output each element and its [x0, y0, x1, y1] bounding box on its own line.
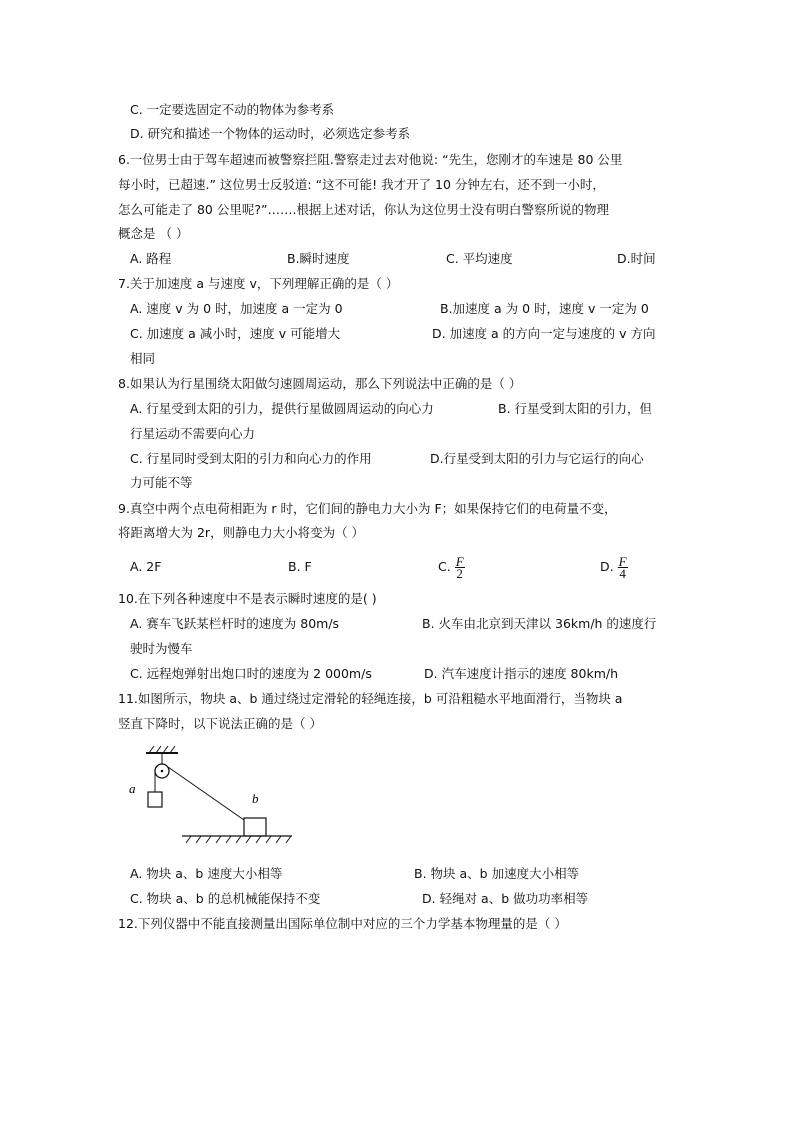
pulley-center [161, 770, 164, 773]
q9-option-c [438, 550, 465, 584]
q9-option-c-numerator: F [455, 554, 464, 569]
q7-option-b: B.加速度 a 为 0 时，速度 v 一定为 0 [440, 301, 649, 316]
q6-option-d: D.时间 [617, 251, 656, 266]
q6-option-b: B.瞬时速度 [287, 251, 350, 266]
q9-option-a: A. 2F [130, 559, 162, 574]
q7-option-a: A. 速度 v 为 0 时，加速度 a 一定为 0 [130, 301, 343, 316]
rope-to-b [168, 767, 244, 820]
q10-option-c: C. 远程炮弹射出炮口时的速度为 2 000m/s [130, 666, 372, 681]
q9-option-b: B. F [288, 559, 312, 574]
q8-option-a: A. 行星受到太阳的引力，提供行星做圆周运动的向心力 [130, 401, 434, 416]
q9-stem-line-2: 将距离增大为 2r，则静电力大小将变为（ ） [118, 525, 365, 540]
q9-option-c-label: C. [438, 559, 451, 574]
q9-option-d-numerator: F [618, 554, 627, 569]
q6-stem-line-2: 每小时，已超速.” 这位男士反驳道: “这不可能! 我才开了 10 分钟左右，还不到一小时， [118, 177, 605, 192]
q10-stem: 10.在下列各种速度中不是表示瞬时速度的是( ) [118, 591, 377, 606]
ceiling-hatching [149, 746, 175, 753]
q9-option-d [600, 550, 628, 584]
q12-stem: 12.下列仪器中不能直接测量出国际单位制中对应的三个力学基本物理量的是（ ） [118, 916, 567, 931]
q8-option-b-line-2: 行星运动不需要向心力 [130, 426, 256, 441]
q5-option-c: C. 一定要选固定不动的物体为参考系 [130, 102, 335, 117]
q8-option-c: C. 行星同时受到太阳的引力和向心力的作用 [130, 451, 372, 466]
q6-option-a: A. 路程 [130, 251, 172, 266]
pulley-diagram [120, 740, 300, 844]
q9-option-c-fraction [455, 556, 465, 579]
q9-stem-line-1: 9.真空中两个点电荷相距为 r 时，它们间的静电力大小为 F；如果保持它们的电荷量不变， [118, 501, 617, 516]
q6-stem-line-3: 怎么可能走了 80 公里呢?”…….根据上述对话，你认为这位男士没有明白警察所说的物理 [118, 202, 609, 217]
q7-option-d-line-1: D. 加速度 a 的方向一定与速度的 v 方向 [432, 326, 656, 341]
q5-option-d: D. 研究和描述一个物体的运动时，必须选定参考系 [130, 126, 411, 141]
q11-stem-line-2: 竖直下降时，以下说法正确的是（ ） [118, 716, 322, 731]
q10-option-b-line-1: B. 火车由北京到天津以 36km/h 的速度行 [422, 616, 657, 631]
block-b [244, 818, 266, 836]
q10-option-b-line-2: 驶时为慢车 [130, 641, 193, 656]
q7-stem: 7.关于加速度 a 与速度 v，下列理解正确的是（ ） [118, 276, 399, 291]
q11-stem-line-1: 11.如图所示，物块 a、b 通过绕过定滑轮的轻绳连接，b 可沿粗糙水平地面滑行，当物块 a [118, 691, 623, 706]
q11-option-a: A. 物块 a、b 速度大小相等 [130, 866, 283, 881]
q7-option-d-line-2: 相同 [130, 351, 156, 366]
q11-option-d: D. 轻绳对 a、b 做功功率相等 [422, 891, 589, 906]
q9-option-c-denominator: 2 [456, 566, 463, 581]
q8-option-d-line-1: D.行星受到太阳的引力与它运行的向心 [430, 451, 644, 466]
q10-option-a: A. 赛车飞跃某栏杆时的速度为 80m/s [130, 616, 340, 631]
block-a [148, 792, 162, 807]
q11-option-c: C. 物块 a、b 的总机械能保持不变 [130, 891, 321, 906]
label-a: a [129, 781, 136, 796]
q11-option-b: B. 物块 a、b 加速度大小相等 [414, 866, 580, 881]
q8-stem: 8.如果认为行星围绕太阳做匀速圆周运动，那么下列说法中正确的是（ ） [118, 376, 522, 391]
ground-hatching [186, 836, 291, 843]
q6-stem-line-4: 概念是 （ ） [118, 226, 189, 241]
q6-stem-line-1: 6.一位男士由于驾车超速而被警察拦阻.警察走过去对他说: “先生，您刚才的车速是 80 公里 [118, 152, 623, 167]
q10-option-d: D. 汽车速度计指示的速度 80km/h [424, 666, 619, 681]
q9-option-d-denominator: 4 [619, 566, 626, 581]
q6-option-c: C. 平均速度 [446, 251, 513, 266]
q9-option-d-label: D. [600, 559, 614, 574]
q9-option-d-fraction [618, 556, 628, 579]
q8-option-b-line-1: B. 行星受到太阳的引力，但 [498, 401, 653, 416]
q7-option-c: C. 加速度 a 减小时，速度 v 可能增大 [130, 326, 341, 341]
label-b: b [252, 791, 259, 806]
q8-option-d-line-2: 力可能不等 [130, 475, 193, 490]
